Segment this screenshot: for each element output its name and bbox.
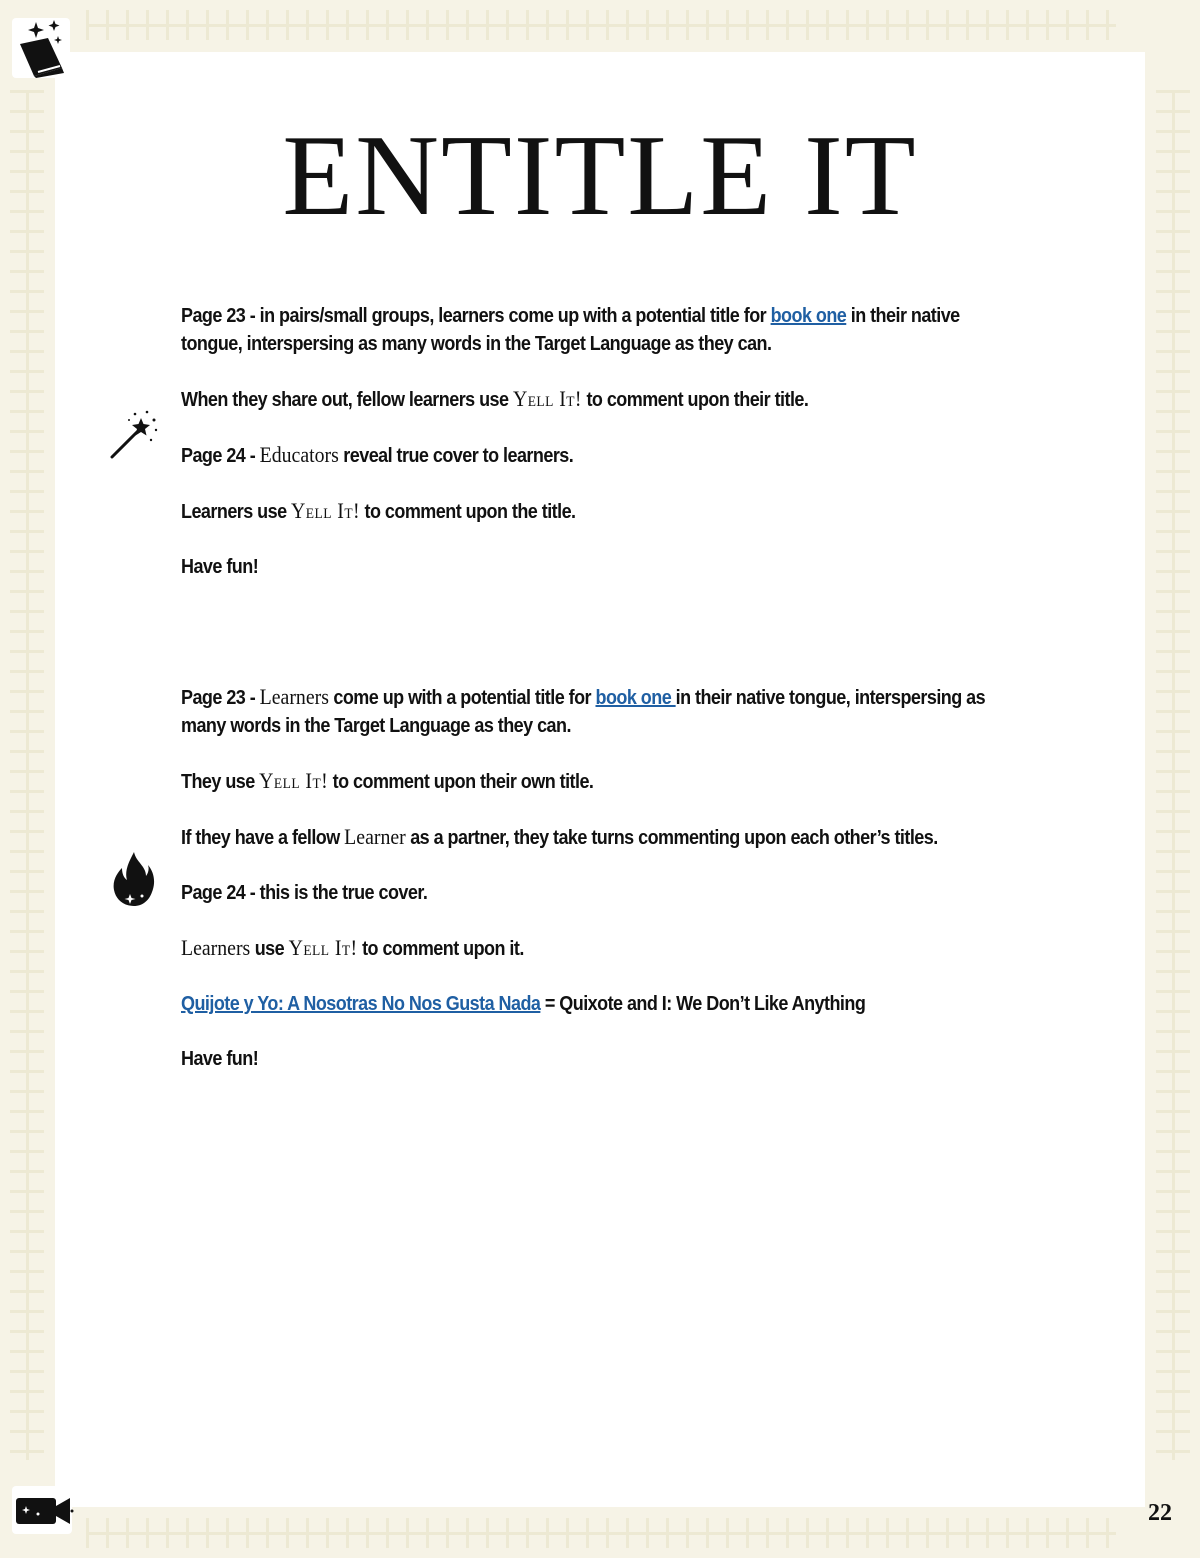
- text-segment: to comment upon the title.: [360, 501, 576, 523]
- video-camera-icon: [14, 1492, 74, 1532]
- text-segment: as a partner, they take turns commenting upon each other’s titles.: [405, 827, 938, 849]
- magic-wand-icon: [109, 408, 161, 460]
- text-segment: come up with a potential title for: [328, 687, 596, 709]
- page-title: ENTITLE IT: [282, 112, 918, 240]
- section-one-paragraph-3: [181, 441, 1009, 470]
- text-segment: reveal true cover to learners.: [338, 445, 574, 467]
- text-segment: use: [250, 938, 289, 960]
- text-segment: = Quixote and I: We Don’t Like Anything: [540, 993, 866, 1015]
- section-one-paragraph-5: Have fun!: [181, 556, 259, 578]
- yell-it-term: Yell It!: [259, 768, 329, 793]
- learners-term: Learners: [181, 935, 251, 960]
- section-two-paragraph-1: [181, 683, 1009, 740]
- text-segment: to comment upon their own title.: [328, 771, 594, 793]
- text-segment: to comment upon their title.: [581, 389, 809, 411]
- page-number: 22: [1148, 1500, 1172, 1526]
- learners-term: Learners: [259, 684, 329, 709]
- text-segment: They use: [181, 771, 260, 793]
- yell-it-term: Yell It!: [288, 935, 358, 960]
- border-right: [1156, 90, 1190, 1460]
- section-two-paragraph-6: [181, 990, 1009, 1018]
- section-one-paragraph-4: [181, 497, 1009, 526]
- section-two-paragraph-7: Have fun!: [181, 1048, 259, 1070]
- learner-term: Learner: [344, 824, 406, 849]
- section-one-paragraph-2: [181, 385, 1009, 414]
- text-segment: Page 23 -: [181, 687, 260, 709]
- book-one-link[interactable]: book one: [770, 305, 847, 327]
- border-left: [10, 90, 44, 1460]
- text-segment: If they have a fellow: [181, 827, 345, 849]
- text-segment: in their native tongue, interspersing as many words in the Target Language as they can.: [181, 305, 960, 355]
- sparkle-book-icon: [14, 18, 70, 78]
- text-segment: When they share out, fellow learners use: [181, 389, 513, 411]
- text-segment: Page 24 -: [181, 445, 260, 467]
- educators-term: Educators: [259, 442, 339, 467]
- section-one-paragraph-1: [181, 302, 1009, 358]
- section-two-paragraph-5: [181, 934, 1009, 963]
- flame-icon: [112, 850, 156, 908]
- yell-it-term: Yell It!: [512, 386, 582, 411]
- section-two-paragraph-4: Page 24 - this is the true cover.: [181, 882, 428, 904]
- section-two-paragraph-3: [181, 823, 1009, 852]
- text-segment: Learners use: [181, 501, 292, 523]
- bottom-left-corner: [12, 1486, 72, 1534]
- top-left-corner: [12, 18, 70, 78]
- book-one-link[interactable]: book one: [595, 687, 676, 709]
- text-segment: to comment upon it.: [357, 938, 524, 960]
- text-segment: Page 23 - in pairs/small groups, learners come up with a potential title for: [181, 305, 771, 327]
- section-two: [181, 683, 1009, 1100]
- section-one: [181, 302, 1009, 608]
- border-bottom: [86, 1518, 1116, 1548]
- text-segment: in their native tongue, interspersing as many words in the Target Language as they can.: [181, 687, 986, 737]
- yell-it-term: Yell It!: [291, 498, 361, 523]
- border-top: [86, 10, 1116, 40]
- quijote-y-yo-link[interactable]: Quijote y Yo: A Nosotras No Nos Gusta Nada: [181, 993, 541, 1015]
- section-two-paragraph-2: [181, 767, 1009, 796]
